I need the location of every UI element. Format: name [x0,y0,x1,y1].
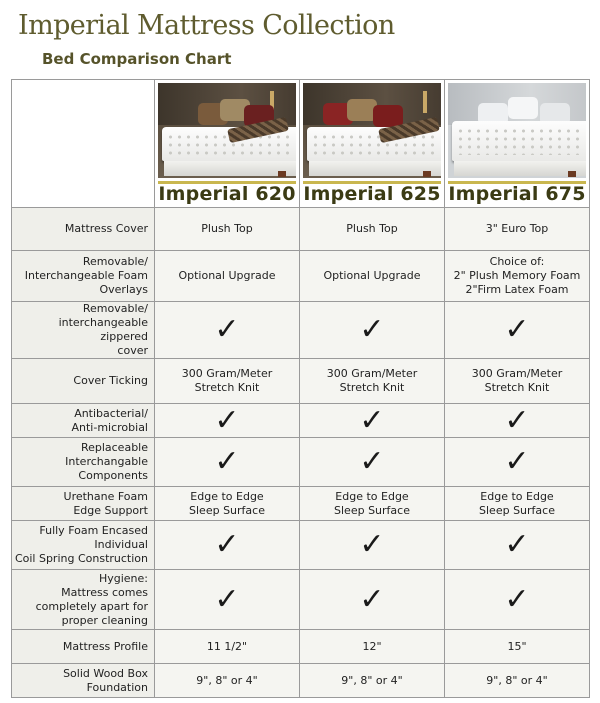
table-row [12,570,590,630]
row-label [12,438,155,487]
table-row [12,664,590,698]
cell-text-line: 300 Gram/Meter [471,367,563,380]
cell-text-line: Individual [94,538,148,551]
mattress-photo-620 [158,83,296,178]
page-title: Imperial Mattress Collection [18,10,395,41]
table-row [12,208,590,251]
cell-text-line: Cover Ticking [73,374,148,387]
feature-check-cell [300,438,445,487]
feature-value-cell [155,487,300,521]
cell-text-line: interchangeable zippered [58,316,148,343]
cell-text-line: Plush Top [346,222,398,235]
feature-check-cell [155,521,300,570]
cell-text-line: Removable/ [82,255,148,268]
cell-text-line: Components [78,469,148,482]
feature-value-cell [155,359,300,404]
feature-value-cell [445,251,590,302]
feature-check-cell [445,302,590,359]
feature-check-cell [445,404,590,438]
cell-text-line: 9", 8" or 4" [196,673,258,687]
row-label [12,302,155,359]
mattress-photo-625 [303,83,441,178]
cell-text-line: Antibacterial/ [74,406,148,420]
feature-check-cell [155,438,300,487]
feature-check-cell [155,404,300,438]
cell-text-line: Sleep Surface [189,503,265,517]
cell-text-line: Removable/ [82,302,148,315]
checkmark-icon: ✓ [214,312,240,347]
product-name-675: Imperial 675 [448,183,586,205]
cell-text-line: 12" [362,639,382,653]
feature-check-cell [300,521,445,570]
checkmark-icon: ✓ [359,312,385,347]
checkmark-icon: ✓ [214,402,240,438]
cell-text-line: Interchangeable Foam [24,269,148,282]
product-cell-620 [155,80,300,208]
cell-text-line: Stretch Knit [339,381,405,394]
checkmark-icon: ✓ [504,402,530,438]
cell-text-line: cover [117,344,148,357]
checkmark-icon: ✓ [214,444,240,479]
feature-value-cell [300,630,445,664]
cell-text-line: Hygiene: [98,571,148,585]
feature-check-cell [155,570,300,630]
table-row [12,404,590,438]
checkmark-icon: ✓ [504,527,530,562]
row-label [12,208,155,251]
cell-text-line: Interchangable [65,455,148,468]
feature-value-cell [445,487,590,521]
feature-value-cell [445,630,590,664]
checkmark-icon: ✓ [359,402,385,438]
row-label [12,404,155,438]
cell-text-line: 11 1/2" [206,639,248,653]
row-label [12,570,155,630]
table-row [12,521,590,570]
cell-text-line: Sleep Surface [479,503,555,517]
cell-text-line: Foundation [86,680,148,694]
cell-text-line: Anti-microbial [71,420,148,434]
cell-text-line: Edge to Edge [190,489,264,503]
cell-text-line: Urethane Foam [63,489,148,503]
feature-check-cell [155,302,300,359]
cell-text-line: Replaceable [80,441,148,454]
cell-text-line: Edge Support [73,503,148,517]
feature-value-cell [300,251,445,302]
checkmark-icon: ✓ [359,581,385,617]
cell-text-line: proper cleaning [61,613,148,627]
cell-text-line: Coil Spring Construction [14,552,148,565]
table-row [12,251,590,302]
feature-check-cell [300,404,445,438]
feature-value-cell [155,664,300,698]
feature-value-cell [300,208,445,251]
feature-value-cell [300,487,445,521]
checkmark-icon: ✓ [359,444,385,479]
checkmark-icon: ✓ [359,527,385,562]
feature-value-cell [445,664,590,698]
row-label [12,521,155,570]
feature-value-cell [300,664,445,698]
cell-text-line: Fully Foam Encased [39,524,148,537]
cell-text-line: 300 Gram/Meter [326,367,418,380]
table-row [12,630,590,664]
product-cell-625 [300,80,445,208]
feature-value-cell [445,208,590,251]
cell-text-line: Optional Upgrade [178,269,276,282]
cell-text-line: 2" Plush Memory Foam [453,269,581,282]
checkmark-icon: ✓ [504,444,530,479]
row-label [12,359,155,404]
checkmark-icon: ✓ [214,581,240,617]
feature-value-cell [445,359,590,404]
table-row [12,438,590,487]
feature-value-cell [155,630,300,664]
feature-check-cell [445,521,590,570]
feature-value-cell [300,359,445,404]
product-header-row [12,80,590,208]
feature-check-cell [300,302,445,359]
row-label [12,664,155,698]
cell-text-line: completely apart for [35,599,148,613]
checkmark-icon: ✓ [214,527,240,562]
cell-text-line: Stretch Knit [484,381,550,394]
cell-text-line: 9", 8" or 4" [486,673,548,687]
product-cell-675 [445,80,590,208]
cell-text-line: Solid Wood Box [63,666,148,680]
cell-text-line: Stretch Knit [194,381,260,394]
feature-rows [12,208,590,698]
cell-text-line: 2"Firm Latex Foam [465,283,569,296]
product-name-625: Imperial 625 [303,183,441,205]
row-label [12,251,155,302]
table-row [12,359,590,404]
product-name-620: Imperial 620 [158,183,296,205]
mattress-photo-675 [448,83,586,178]
feature-check-cell [445,570,590,630]
cell-text-line: Mattress Cover [64,222,148,235]
feature-value-cell [155,251,300,302]
table-row [12,302,590,359]
header-corner-cell [12,80,155,208]
row-label [12,487,155,521]
cell-text-line: Mattress comes [61,585,148,599]
cell-text-line: Plush Top [201,222,253,235]
cell-text-line: Sleep Surface [334,503,410,517]
checkmark-icon: ✓ [504,581,530,617]
cell-text-line: 3" Euro Top [485,222,549,235]
feature-check-cell [300,570,445,630]
feature-check-cell [445,438,590,487]
cell-text-line: Edge to Edge [480,489,554,503]
page-subtitle: Bed Comparison Chart [42,50,232,68]
cell-text-line: 15" [507,639,527,653]
cell-text-line: Overlays [99,283,148,296]
cell-text-line: Choice of: [489,255,545,268]
table-row [12,487,590,521]
comparison-table [11,79,590,698]
cell-text-line: Mattress Profile [62,639,148,653]
checkmark-icon: ✓ [504,312,530,347]
cell-text-line: Edge to Edge [335,489,409,503]
row-label [12,630,155,664]
cell-text-line: 300 Gram/Meter [181,367,273,380]
cell-text-line: Optional Upgrade [323,269,421,282]
cell-text-line: 9", 8" or 4" [341,673,403,687]
feature-value-cell [155,208,300,251]
